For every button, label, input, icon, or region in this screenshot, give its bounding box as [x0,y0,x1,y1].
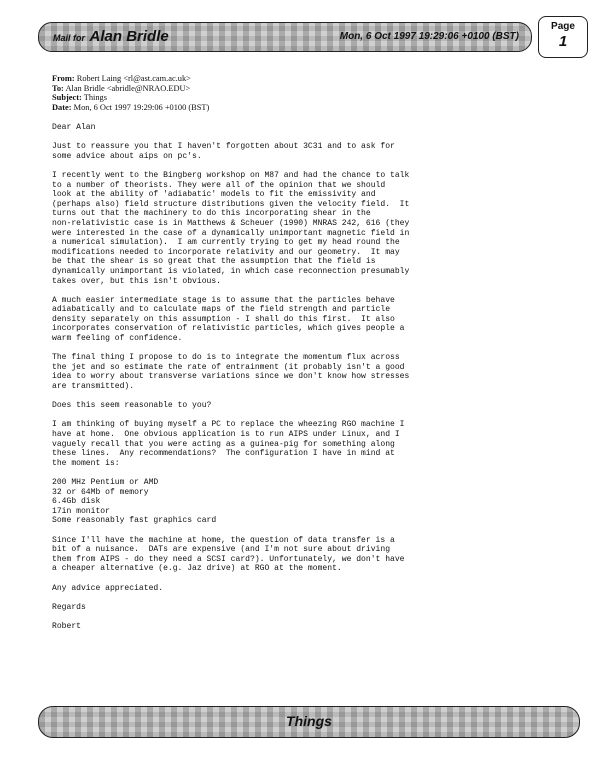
body-line: (perhaps also) field structure distributions given the velocity field. It [52,199,410,209]
body-line [52,526,552,536]
page-label: Page [551,21,575,32]
body-line: these lines. Any recommendations? The configuration I have in mind at [52,449,395,459]
body-line: 32 or 64Mb of memory [52,487,149,497]
email-header-from: From: Robert Laing <rl@ast.cam.ac.uk> [52,74,191,83]
footer-subject-title: Things [286,713,332,729]
body-line: takes over, but this isn't obvious. [52,276,222,286]
body-line: Since I'll have the machine at home, the question of data transfer is a [52,535,395,545]
body-line: dynamically unimportant is violated, in which case reconnection presumably [52,266,410,276]
body-line [52,468,552,478]
body-line: a cheaper alternative (e.g. Jaz drive) at RGO at the moment. [52,564,342,574]
body-line [52,593,552,603]
body-line: vaguely recall that you were acting as a guinea-pig for something along [52,439,395,449]
body-line: Regards [52,602,86,612]
email-body [52,123,552,631]
email-header-subject: Subject: Things [52,93,107,103]
body-line: adiabatically and to calculate maps of the field strength and particle [52,305,391,315]
body-line: a numerical simulation). I am currently trying to get my head round the [52,238,400,248]
recipient-name: Alan Bridle [89,28,169,45]
body-line: The final thing I propose to do is to integrate the momentum flux across [52,353,400,363]
body-line: 17in monitor [52,506,110,516]
body-line: Robert [52,621,81,631]
page-number: 1 [558,33,568,50]
body-line: I am thinking of buying myself a PC to replace the wheezing RGO machine I [52,420,405,430]
body-line: to a number of theorists. They were all of the opinion that we should [52,180,386,190]
body-line: idea to worry about transverse variations since we don't know how stresses [52,372,410,382]
body-line: turns out that the machinery to do this incorporating shear in the [52,209,371,219]
body-line [52,133,552,143]
mail-header-bar [38,22,532,52]
body-line: warm feeling of confidence. [52,334,183,344]
body-line: Any advice appreciated. [52,583,164,593]
body-line: the jet and so estimate the rate of entrainment (it probably isn't a good [52,362,405,372]
email-header-date: Date: Mon, 6 Oct 1997 19:29:06 +0100 (BST) [52,102,210,112]
body-line: modifications needed to incorporate relativity and our geometry. It may [52,247,400,257]
body-line: Some reasonably fast graphics card [52,516,217,526]
footer-bar [38,706,580,738]
body-line: 6.4Gb disk [52,497,101,507]
body-line: Just to reassure you that I haven't forgotten about 3C31 and to ask for [52,142,395,152]
body-line: 200 MHz Pentium or AMD [52,477,159,487]
body-line [52,574,552,584]
body-line [52,392,552,402]
body-line: A much easier intermediate stage is to assume that the particles behave [52,295,395,305]
body-line: incorporates conservation of relativistic particles, which gives people a [52,324,405,334]
body-line: bit of a nuisance. DATs are expensive (and I'm not sure about driving [52,545,391,555]
body-line: were interested in the case of a dynamically unimportant magnetic field in [52,228,410,238]
body-line: Dear Alan [52,123,96,132]
page-number-box [538,16,588,58]
body-line [52,161,552,171]
body-line: have at home. One obvious application is to run AIPS under Linux, and I [52,430,400,439]
email-header-to: To: Alan Bridle <abridle@NRAO.EDU> [52,83,191,93]
body-line [52,411,552,421]
body-line: density separately on this assumption - I shall do this first. It also [52,314,395,324]
body-line: non-relativistic case is in Matthews & Scheuer (1990) MNRAS 242, 616 (they [52,218,410,228]
body-line: I recently went to the Bingberg workshop on M87 and had the chance to talk [52,170,410,180]
body-line [52,344,552,354]
body-line: the moment is: [52,458,120,468]
body-line: some advice about aips on pc's. [52,151,202,161]
body-line: are transmitted). [52,382,135,392]
body-line: Does this seem reasonable to you? [52,401,212,411]
body-line: them from AIPS - do they need a SCSI card?). Unfortunately, we don't have [52,554,405,564]
email-headers [52,74,532,112]
body-line [52,612,552,622]
mail-for-text: Mail for [53,33,86,43]
body-line [52,286,552,296]
header-date: Mon, 6 Oct 1997 19:29:06 +0100 (BST) [339,31,519,42]
body-line: be that the shear is so great that the assumption that the field is [52,257,376,267]
mail-for-label [53,28,169,45]
body-line: look at the ability of 'adiabatic' models to fit the emissivity and [52,190,376,200]
